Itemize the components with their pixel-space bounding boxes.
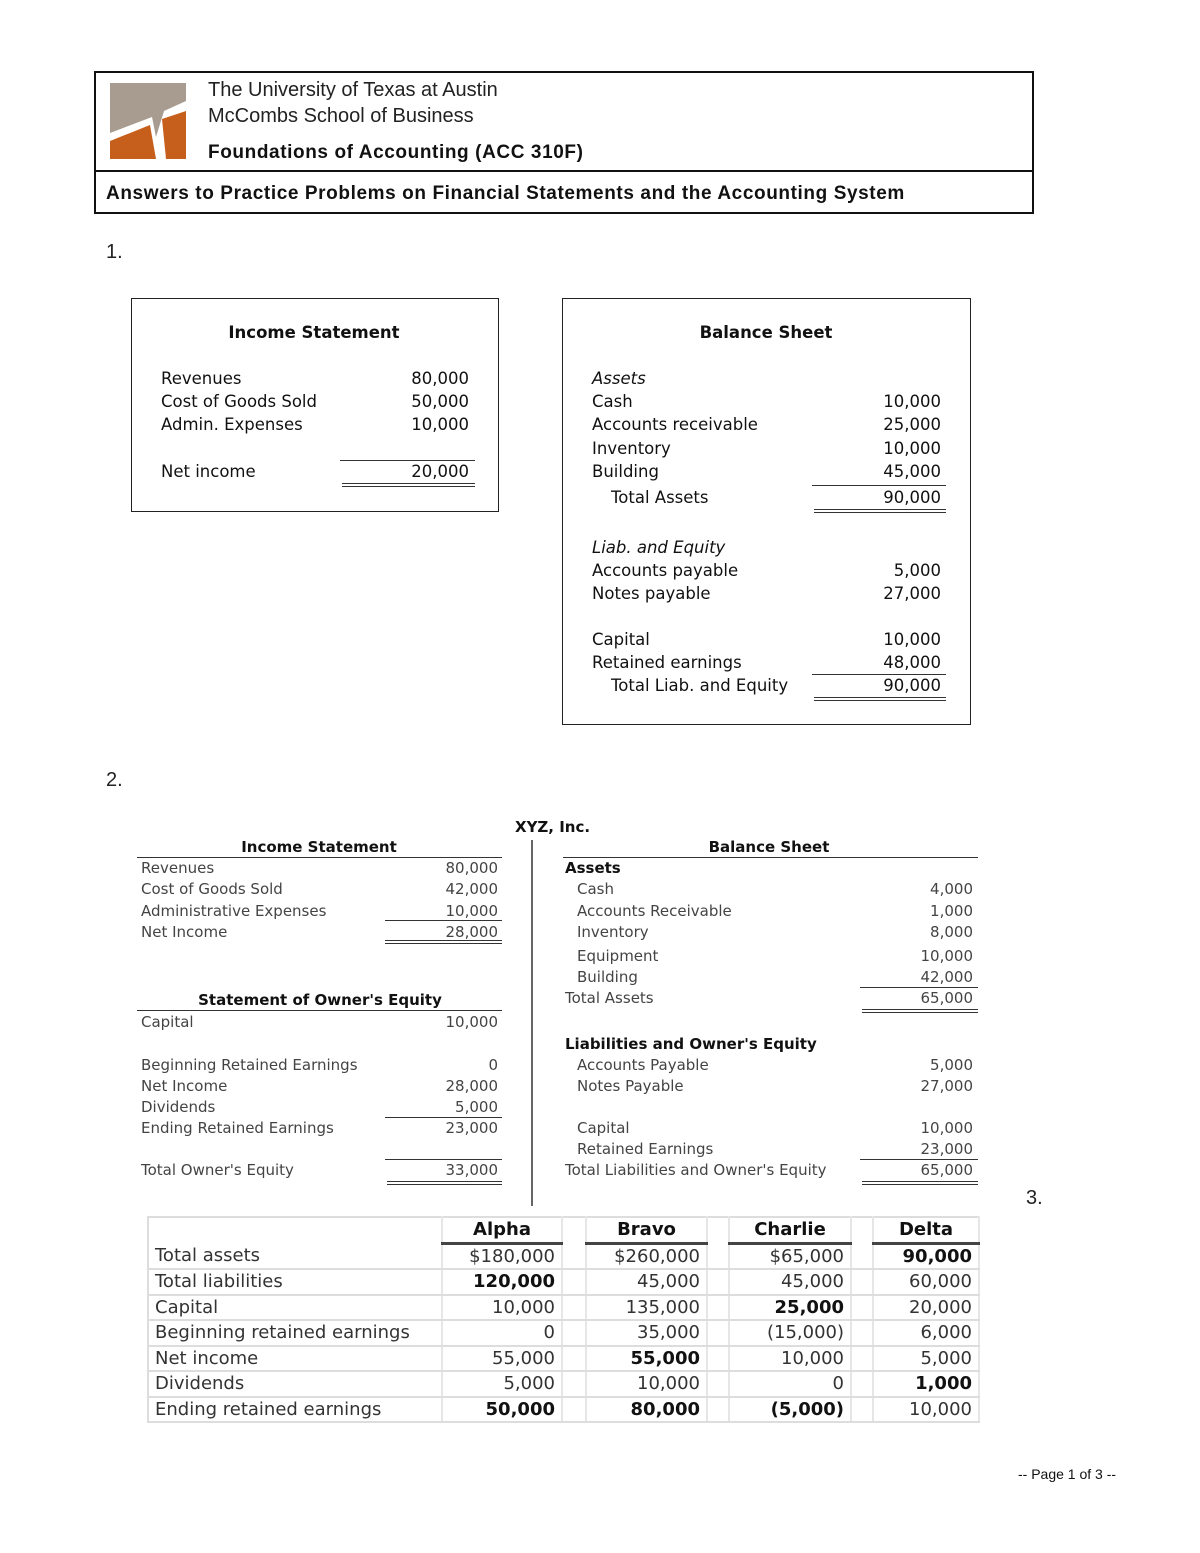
gap-cell xyxy=(707,1217,729,1243)
p1-bs-row-value: 10,000 xyxy=(883,392,941,411)
center-divider xyxy=(531,840,533,1206)
gap-cell xyxy=(707,1269,729,1295)
row-label: Beginning retained earnings xyxy=(148,1320,442,1346)
gap-cell xyxy=(851,1346,873,1372)
p1-bs-row-label: Total Liab. and Equity xyxy=(611,676,789,695)
double-rule-line xyxy=(342,483,475,487)
p2-oe-row-label: Dividends xyxy=(141,1098,216,1116)
gap-cell xyxy=(562,1371,586,1397)
p1-bs-row-value: 10,000 xyxy=(883,630,941,649)
table-cell: 45,000 xyxy=(729,1269,851,1295)
document-header xyxy=(94,71,1034,214)
table-cell: 55,000 xyxy=(586,1346,707,1372)
p1-bs-row-value: 5,000 xyxy=(893,561,941,580)
p2-bs-row-value: 4,000 xyxy=(930,880,973,898)
p1-balance-sheet-title: Balance Sheet xyxy=(699,323,833,342)
p1-bs-row-label: Notes payable xyxy=(592,584,711,603)
problem-1-number: 1. xyxy=(106,241,123,263)
gap-cell xyxy=(851,1217,873,1243)
double-rule-line xyxy=(814,697,946,701)
table-cell: 50,000 xyxy=(442,1397,562,1423)
table-cell: 35,000 xyxy=(586,1320,707,1346)
gap-cell xyxy=(707,1295,729,1321)
p2-is-row-label: Cost of Goods Sold xyxy=(141,880,283,898)
p1-bs-row-value: 48,000 xyxy=(883,653,941,672)
p2-bs-row-value: 10,000 xyxy=(920,1119,973,1137)
p1-bs-row-label: Cash xyxy=(592,392,633,411)
p2-bs-row-label: Total Liabilities and Owner's Equity xyxy=(565,1161,827,1179)
double-rule-line xyxy=(387,1181,502,1185)
p1-bs-row-label: Liab. and Equity xyxy=(592,538,726,557)
p1-bs-row-label: Capital xyxy=(592,630,650,649)
rule-line xyxy=(385,1159,502,1160)
row-label: Ending retained earnings xyxy=(148,1397,442,1423)
table-cell: 55,000 xyxy=(442,1346,562,1372)
row-label: Total assets xyxy=(148,1243,442,1269)
gap-cell xyxy=(562,1397,586,1423)
p1-bs-row-label: Inventory xyxy=(592,439,671,458)
double-rule-line xyxy=(862,1009,978,1013)
double-rule-line xyxy=(862,1181,978,1185)
p2-bs-row-value: 65,000 xyxy=(920,989,973,1007)
p1-is-row-value: 10,000 xyxy=(411,415,469,434)
p1-bs-row-value: 10,000 xyxy=(883,439,941,458)
column-header: Alpha xyxy=(442,1217,562,1243)
p1-is-row-value: 80,000 xyxy=(411,369,469,388)
table-cell: $180,000 xyxy=(442,1243,562,1269)
gap-cell xyxy=(851,1243,873,1269)
p1-bs-row-value: 45,000 xyxy=(883,462,941,481)
rule-line xyxy=(812,674,946,675)
p2-bs-row-label: Liabilities and Owner's Equity xyxy=(565,1035,817,1053)
p2-bs-row-label: Building xyxy=(577,968,638,986)
double-rule-line xyxy=(814,509,946,513)
p1-bs-row-value: 90,000 xyxy=(883,488,941,507)
p2-bs-row-value: 23,000 xyxy=(920,1140,973,1158)
p2-oe-row-value: 0 xyxy=(488,1056,498,1074)
column-header: Bravo xyxy=(586,1217,707,1243)
p1-is-row-value: 50,000 xyxy=(411,392,469,411)
table-cell: 10,000 xyxy=(873,1397,979,1423)
rule-line xyxy=(860,987,978,988)
table-cell: 10,000 xyxy=(729,1346,851,1372)
table-cell: 0 xyxy=(729,1371,851,1397)
p2-bs-row-label: Notes Payable xyxy=(577,1077,684,1095)
rule-line xyxy=(860,1159,978,1160)
p1-bs-row-value: 27,000 xyxy=(883,584,941,603)
p2-bs-row-label: Cash xyxy=(577,880,614,898)
gap-cell xyxy=(851,1371,873,1397)
table-cell: 5,000 xyxy=(873,1346,979,1372)
rule-line xyxy=(385,920,502,921)
p2-bs-row-label: Inventory xyxy=(577,923,649,941)
table-cell: 6,000 xyxy=(873,1320,979,1346)
p1-is-row-value: 20,000 xyxy=(411,462,469,481)
p2-oe-row-value: 28,000 xyxy=(445,1077,498,1095)
gap-cell xyxy=(562,1346,586,1372)
header-blank xyxy=(148,1217,442,1243)
company-name: XYZ, Inc. xyxy=(515,818,591,836)
problem-3-number: 3. xyxy=(1026,1187,1043,1209)
rule-line xyxy=(137,1010,502,1011)
gap-cell xyxy=(707,1346,729,1372)
gap-cell xyxy=(562,1269,586,1295)
table-row xyxy=(148,1346,979,1372)
gap-cell xyxy=(562,1320,586,1346)
p2-is-row-value: 42,000 xyxy=(445,880,498,898)
p2-is-row-value: 28,000 xyxy=(445,923,498,941)
row-label: Total liabilities xyxy=(148,1269,442,1295)
row-label: Net income xyxy=(148,1346,442,1372)
p2-oe-row-value: 33,000 xyxy=(445,1161,498,1179)
p2-bs-row-label: Capital xyxy=(577,1119,630,1137)
gap-cell xyxy=(851,1397,873,1423)
table-row xyxy=(148,1320,979,1346)
table-cell: 1,000 xyxy=(873,1371,979,1397)
p1-bs-row-label: Accounts receivable xyxy=(592,415,758,434)
table-cell: 45,000 xyxy=(586,1269,707,1295)
p2-is-row-value: 10,000 xyxy=(445,902,498,920)
table-cell: 25,000 xyxy=(729,1295,851,1321)
p2-is-row-value: 80,000 xyxy=(445,859,498,877)
p1-bs-row-label: Building xyxy=(592,462,659,481)
p1-bs-row-value: 90,000 xyxy=(883,676,941,695)
column-header: Delta xyxy=(873,1217,979,1243)
p2-oe-row-label: Capital xyxy=(141,1013,194,1031)
p2-bs-row-value: 65,000 xyxy=(920,1161,973,1179)
table-row xyxy=(148,1295,979,1321)
gap-cell xyxy=(562,1243,586,1269)
table-row xyxy=(148,1243,979,1269)
p2-oe-row-value: 23,000 xyxy=(445,1119,498,1137)
p2-oe-row-label: Ending Retained Earnings xyxy=(141,1119,334,1137)
table-cell: (5,000) xyxy=(729,1397,851,1423)
p1-income-statement-title: Income Statement xyxy=(228,323,400,342)
p2-bs-row-value: 1,000 xyxy=(930,902,973,920)
table-cell: $65,000 xyxy=(729,1243,851,1269)
p2-owners-equity-title: Statement of Owner's Equity xyxy=(198,991,442,1009)
gap-cell xyxy=(851,1320,873,1346)
table-cell: 20,000 xyxy=(873,1295,979,1321)
rule-line xyxy=(812,485,946,486)
table-row xyxy=(148,1371,979,1397)
p2-balance-sheet-title: Balance Sheet xyxy=(708,838,830,856)
page-footer: -- Page 1 of 3 -- xyxy=(1018,1466,1117,1482)
p2-bs-row-value: 27,000 xyxy=(920,1077,973,1095)
p2-is-row-label: Revenues xyxy=(141,859,215,877)
school-name: McCombs School of Business xyxy=(208,105,474,127)
table-cell: 5,000 xyxy=(442,1371,562,1397)
table-cell: 90,000 xyxy=(873,1243,979,1269)
gap-cell xyxy=(851,1295,873,1321)
gap-cell xyxy=(562,1217,586,1243)
p2-is-row-label: Administrative Expenses xyxy=(141,902,327,920)
table-cell: 80,000 xyxy=(586,1397,707,1423)
table-row xyxy=(148,1397,979,1423)
mccombs-logo xyxy=(110,83,186,159)
p2-oe-row-label: Net Income xyxy=(141,1077,228,1095)
table-cell: 120,000 xyxy=(442,1269,562,1295)
p2-oe-row-value: 5,000 xyxy=(455,1098,498,1116)
row-label: Capital xyxy=(148,1295,442,1321)
problem-2-number: 2. xyxy=(106,769,123,791)
p1-is-row-label: Cost of Goods Sold xyxy=(161,392,317,411)
table-cell: 10,000 xyxy=(586,1371,707,1397)
table-cell: (15,000) xyxy=(729,1320,851,1346)
p2-oe-row-label: Beginning Retained Earnings xyxy=(141,1056,358,1074)
p2-is-row-label: Net Income xyxy=(141,923,228,941)
p1-bs-row-label: Total Assets xyxy=(611,488,709,507)
table-header-row xyxy=(148,1217,979,1243)
p1-is-row-label: Admin. Expenses xyxy=(161,415,303,434)
rule-line xyxy=(340,460,475,461)
p1-bs-row-label: Retained earnings xyxy=(592,653,742,672)
table-cell: 0 xyxy=(442,1320,562,1346)
table-row xyxy=(148,1269,979,1295)
p2-oe-row-value: 10,000 xyxy=(445,1013,498,1031)
table-cell: 60,000 xyxy=(873,1269,979,1295)
double-rule-line xyxy=(385,940,502,944)
column-header: Charlie xyxy=(729,1217,851,1243)
document-title: Answers to Practice Problems on Financial Statements and the Accounting System xyxy=(106,183,905,204)
university-name: The University of Texas at Austin xyxy=(208,79,498,101)
p1-is-row-label: Revenues xyxy=(161,369,242,388)
p1-bs-row-label: Accounts payable xyxy=(592,561,739,580)
p2-bs-row-value: 5,000 xyxy=(930,1056,973,1074)
table-cell: 10,000 xyxy=(442,1295,562,1321)
gap-cell xyxy=(707,1371,729,1397)
p2-income-statement-title: Income Statement xyxy=(241,838,397,856)
p2-bs-row-label: Assets xyxy=(565,859,621,877)
company-comparison-table xyxy=(147,1216,980,1423)
p1-bs-row-label: Assets xyxy=(592,369,646,388)
p1-is-row-label: Net income xyxy=(161,462,256,481)
rule-line xyxy=(385,1117,502,1118)
p2-bs-row-value: 8,000 xyxy=(930,923,973,941)
table-cell: 135,000 xyxy=(586,1295,707,1321)
rule-line xyxy=(137,857,502,858)
gap-cell xyxy=(851,1269,873,1295)
p2-oe-row-label: Total Owner's Equity xyxy=(141,1161,294,1179)
p2-bs-row-value: 10,000 xyxy=(920,947,973,965)
p2-bs-row-label: Accounts Receivable xyxy=(577,902,732,920)
p2-bs-row-label: Total Assets xyxy=(565,989,654,1007)
table-cell: $260,000 xyxy=(586,1243,707,1269)
gap-cell xyxy=(707,1320,729,1346)
course-title: Foundations of Accounting (ACC 310F) xyxy=(208,142,584,163)
p2-bs-row-label: Retained Earnings xyxy=(577,1140,714,1158)
rule-line xyxy=(563,857,978,858)
gap-cell xyxy=(562,1295,586,1321)
header-divider xyxy=(96,170,1032,172)
p2-bs-row-value: 42,000 xyxy=(920,968,973,986)
gap-cell xyxy=(707,1397,729,1423)
row-label: Dividends xyxy=(148,1371,442,1397)
gap-cell xyxy=(707,1243,729,1269)
p2-bs-row-label: Equipment xyxy=(577,947,659,965)
p1-bs-row-value: 25,000 xyxy=(883,415,941,434)
p2-bs-row-label: Accounts Payable xyxy=(577,1056,709,1074)
